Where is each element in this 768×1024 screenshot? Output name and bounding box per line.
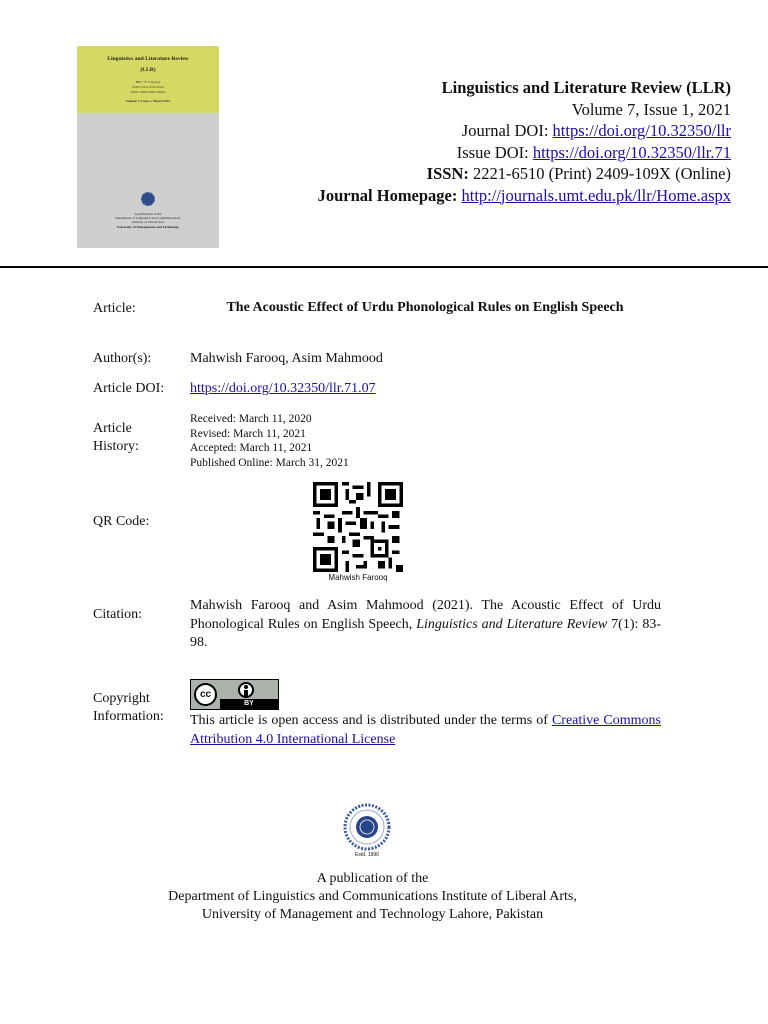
journal-cover-thumbnail xyxy=(77,46,219,248)
qr-code-label: QR Code: xyxy=(93,514,150,529)
journal-header xyxy=(318,77,731,206)
journal-doi-line: Journal DOI: https://doi.org/10.32350/llr xyxy=(461,121,731,140)
license-text: This article is open access and is distributed under the terms of Creative Commons Attribution 4.0 International License xyxy=(190,713,661,747)
cover-university-logo-icon xyxy=(141,192,155,206)
history-label-1: Article xyxy=(93,421,132,436)
article-label: Article: xyxy=(93,301,136,316)
cover-issn-print: ISSN: 2221-6510 Print xyxy=(132,85,164,89)
cover-title: Linguistics and Literature Review xyxy=(107,56,189,62)
cover-publisher-4: University of Management and Technology xyxy=(116,225,180,229)
citation-text: Mahwish Farooq and Asim Mahmood (2021). The Acoustic Effect of Urdu Phonological Rules on English Speech, Linguistics and Literature Review 7(1): 83- 98. xyxy=(190,598,661,650)
history-published: Published Online: March 31, 2021 xyxy=(190,456,349,469)
cover-publisher-3: Institute of Liberal Arts xyxy=(132,220,164,224)
cover-publisher-1: A publication of the xyxy=(134,212,162,216)
copyright-label-2: Information: xyxy=(93,709,164,724)
homepage-line: Journal Homepage: http://journals.umt.edu.pk/llr/Home.aspx xyxy=(317,185,731,205)
authors-value: Mahwish Farooq, Asim Mahmood xyxy=(190,351,383,366)
authors-label: Author(s): xyxy=(93,351,152,366)
creative-commons-icon: cc xyxy=(194,683,217,706)
issue-doi-link[interactable]: https://doi.org/10.32350/llr.71 xyxy=(532,142,731,162)
citation-label: Citation: xyxy=(93,607,142,622)
history-revised: Revised: March 11, 2021 xyxy=(190,427,306,440)
footer-line-2: Department of Linguistics and Communications Institute of Liberal Arts, xyxy=(168,889,577,904)
by-label: BY xyxy=(244,700,254,707)
copyright-label-1: Copyright xyxy=(93,691,150,706)
umt-logo-icon xyxy=(343,803,391,851)
article-history xyxy=(190,412,349,470)
footer-line-1: A publication of the xyxy=(316,871,429,886)
publication-footer xyxy=(0,870,745,924)
history-label-2: History: xyxy=(93,439,139,454)
cover-title-abbr: (LLR) xyxy=(140,67,156,73)
cover-volume: Volume 7, Issue 1, March 2021 xyxy=(125,99,171,103)
estd-label: Estd. 1990 xyxy=(355,852,379,858)
footer-line-3: University of Management and Technology Lahore, Pakistan xyxy=(201,907,544,922)
article-doi-value xyxy=(190,380,376,398)
article-doi-link[interactable]: https://doi.org/10.32350/llr.71.07 xyxy=(190,381,376,396)
header-divider xyxy=(0,266,768,268)
article-title: The Acoustic Effect of Urdu Phonological Rules on English Speech xyxy=(226,300,624,315)
journal-name: Linguistics and Literature Review (LLR) xyxy=(441,78,731,97)
cover-issn-online: ISSN: 2409-109X Online xyxy=(130,90,166,94)
history-received: Received: March 11, 2020 xyxy=(190,413,312,425)
article-doi-label: Article DOI: xyxy=(93,381,165,396)
citation-journal: Linguistics and Literature Review xyxy=(416,616,608,632)
cover-publisher-2: Department of Linguistics and Communications xyxy=(115,216,181,220)
journal-volume: Volume 7, Issue 1, 2021 xyxy=(571,99,731,119)
journal-doi-link[interactable]: https://doi.org/10.32350/llr xyxy=(552,121,731,140)
qr-code-caption: Mahwish Farooq xyxy=(328,573,388,582)
history-accepted: Accepted: March 11, 2021 xyxy=(190,442,313,454)
cover-hec: HEC 'Y' Category xyxy=(135,80,161,84)
cc-by-license-badge[interactable] xyxy=(190,679,279,710)
issn-line: ISSN: 2221-6510 (Print) 2409-109X (Online) xyxy=(426,164,731,183)
issue-doi-line: Issue DOI: https://doi.org/10.32350/llr.71 xyxy=(456,142,731,162)
attribution-person-icon xyxy=(238,682,254,698)
qr-code-icon xyxy=(313,482,403,572)
journal-homepage-link[interactable]: http://journals.umt.edu.pk/llr/Home.aspx xyxy=(461,185,731,205)
license-link[interactable]: Creative Commons Attribution 4.0 International License xyxy=(190,713,661,747)
